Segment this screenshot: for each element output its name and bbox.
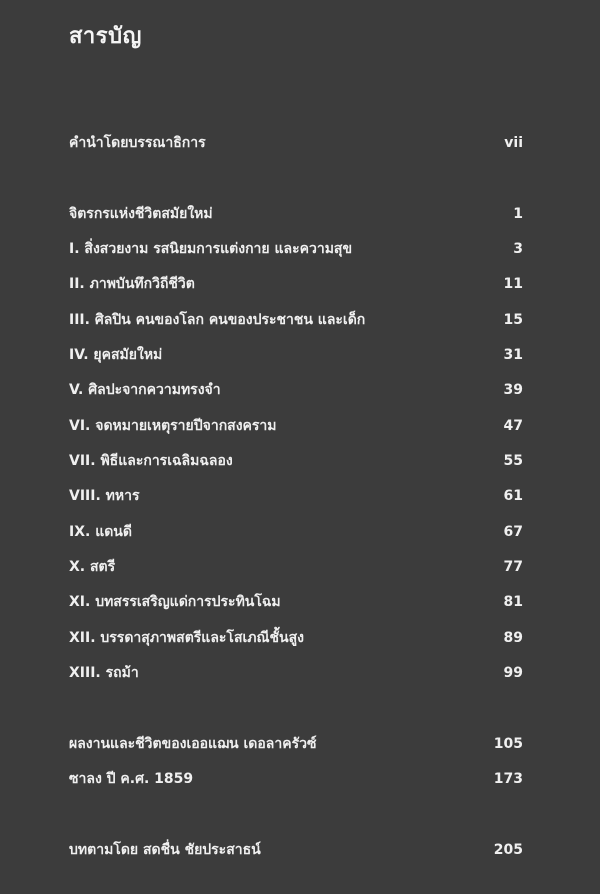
toc-entry-label: III. ศิลปิน คนของโลก คนของประชาชน และเด็ก bbox=[69, 312, 366, 328]
toc-entry-chapter-9[interactable] bbox=[69, 520, 523, 544]
toc-entry-chapter-3[interactable] bbox=[69, 308, 523, 332]
toc-entry-page: 89 bbox=[503, 630, 523, 646]
toc-entry-label: บทตามโดย สดชื่น ชัยประสาธน์ bbox=[69, 842, 261, 858]
toc-entry-label: จิตรกรแห่งชีวิตสมัยใหม่ bbox=[69, 206, 213, 222]
toc-entry-chapter-4[interactable] bbox=[69, 343, 523, 367]
toc-entry-page: 55 bbox=[503, 453, 523, 469]
toc-entry-chapter-11[interactable] bbox=[69, 590, 523, 614]
toc-entry-painter-of-modern-life[interactable] bbox=[69, 202, 523, 226]
toc-entry-label: V. ศิลปะจากความทรงจำ bbox=[69, 382, 221, 398]
toc-entry-label: ซาลง ปี ค.ศ. 1859 bbox=[69, 771, 194, 787]
toc-entry-chapter-5[interactable] bbox=[69, 378, 523, 402]
toc-entry-label: VII. พิธีและการเฉลิมฉลอง bbox=[69, 453, 233, 469]
toc-entry-chapter-1[interactable] bbox=[69, 237, 523, 261]
toc-entry-page: 81 bbox=[503, 594, 523, 610]
toc-entry-salon-1859[interactable] bbox=[69, 767, 523, 791]
toc-entry-label: XIII. รถม้า bbox=[69, 665, 139, 681]
toc-entry-chapter-10[interactable] bbox=[69, 555, 523, 579]
toc-entry-preface[interactable] bbox=[69, 131, 523, 155]
toc-entry-label: IV. ยุคสมัยใหม่ bbox=[69, 347, 163, 363]
toc-title: สารบัญ bbox=[69, 24, 142, 49]
toc-entry-page: 11 bbox=[503, 276, 523, 292]
toc-entry-chapter-2[interactable] bbox=[69, 272, 523, 296]
toc-entry-delacroix[interactable] bbox=[69, 732, 523, 756]
toc-entry-page: 205 bbox=[493, 842, 523, 858]
toc-entry-page: 99 bbox=[503, 665, 523, 681]
toc-entry-page: 77 bbox=[503, 559, 523, 575]
toc-entry-page: 47 bbox=[503, 418, 523, 434]
toc-entry-page: 67 bbox=[503, 524, 523, 540]
toc-entry-page: 31 bbox=[503, 347, 523, 363]
toc-entry-chapter-12[interactable] bbox=[69, 626, 523, 650]
toc-entry-label: X. สตรี bbox=[69, 559, 116, 575]
toc-entry-label: VI. จดหมายเหตุรายปีจากสงคราม bbox=[69, 418, 277, 434]
toc-entry-page: 61 bbox=[503, 488, 523, 504]
toc-entry-afterword[interactable] bbox=[69, 838, 523, 862]
toc-entry-label: XI. บทสรรเสริญแด่การประทินโฉม bbox=[69, 594, 281, 610]
toc-entry-page: 1 bbox=[513, 206, 523, 222]
toc-entry-chapter-6[interactable] bbox=[69, 414, 523, 438]
toc-entry-page: 173 bbox=[493, 771, 523, 787]
toc-entry-page: 3 bbox=[513, 241, 523, 257]
toc-page bbox=[69, 0, 523, 894]
toc-entry-label: II. ภาพบันทึกวิถีชีวิต bbox=[69, 276, 195, 292]
toc-entry-page: 39 bbox=[503, 382, 523, 398]
toc-entry-chapter-8[interactable] bbox=[69, 484, 523, 508]
toc-entry-label: IX. แดนดี bbox=[69, 524, 132, 540]
toc-entry-label: คำนำโดยบรรณาธิการ bbox=[69, 135, 206, 151]
toc-entry-chapter-7[interactable] bbox=[69, 449, 523, 473]
toc-entry-page: 105 bbox=[493, 736, 523, 752]
toc-entry-label: XII. บรรดาสุภาพสตรีและโสเภณีชั้นสูง bbox=[69, 630, 304, 646]
toc-entry-page: 15 bbox=[503, 312, 523, 328]
toc-entry-chapter-13[interactable] bbox=[69, 661, 523, 685]
toc-entry-label: I. สิ่งสวยงาม รสนิยมการแต่งกาย และความสุข bbox=[69, 241, 353, 257]
toc-entry-page: vii bbox=[504, 135, 523, 151]
toc-entry-label: VIII. ทหาร bbox=[69, 488, 140, 504]
toc-entry-label: ผลงานและชีวิตของเออแฌน เดอลาครัวซ์ bbox=[69, 736, 317, 752]
